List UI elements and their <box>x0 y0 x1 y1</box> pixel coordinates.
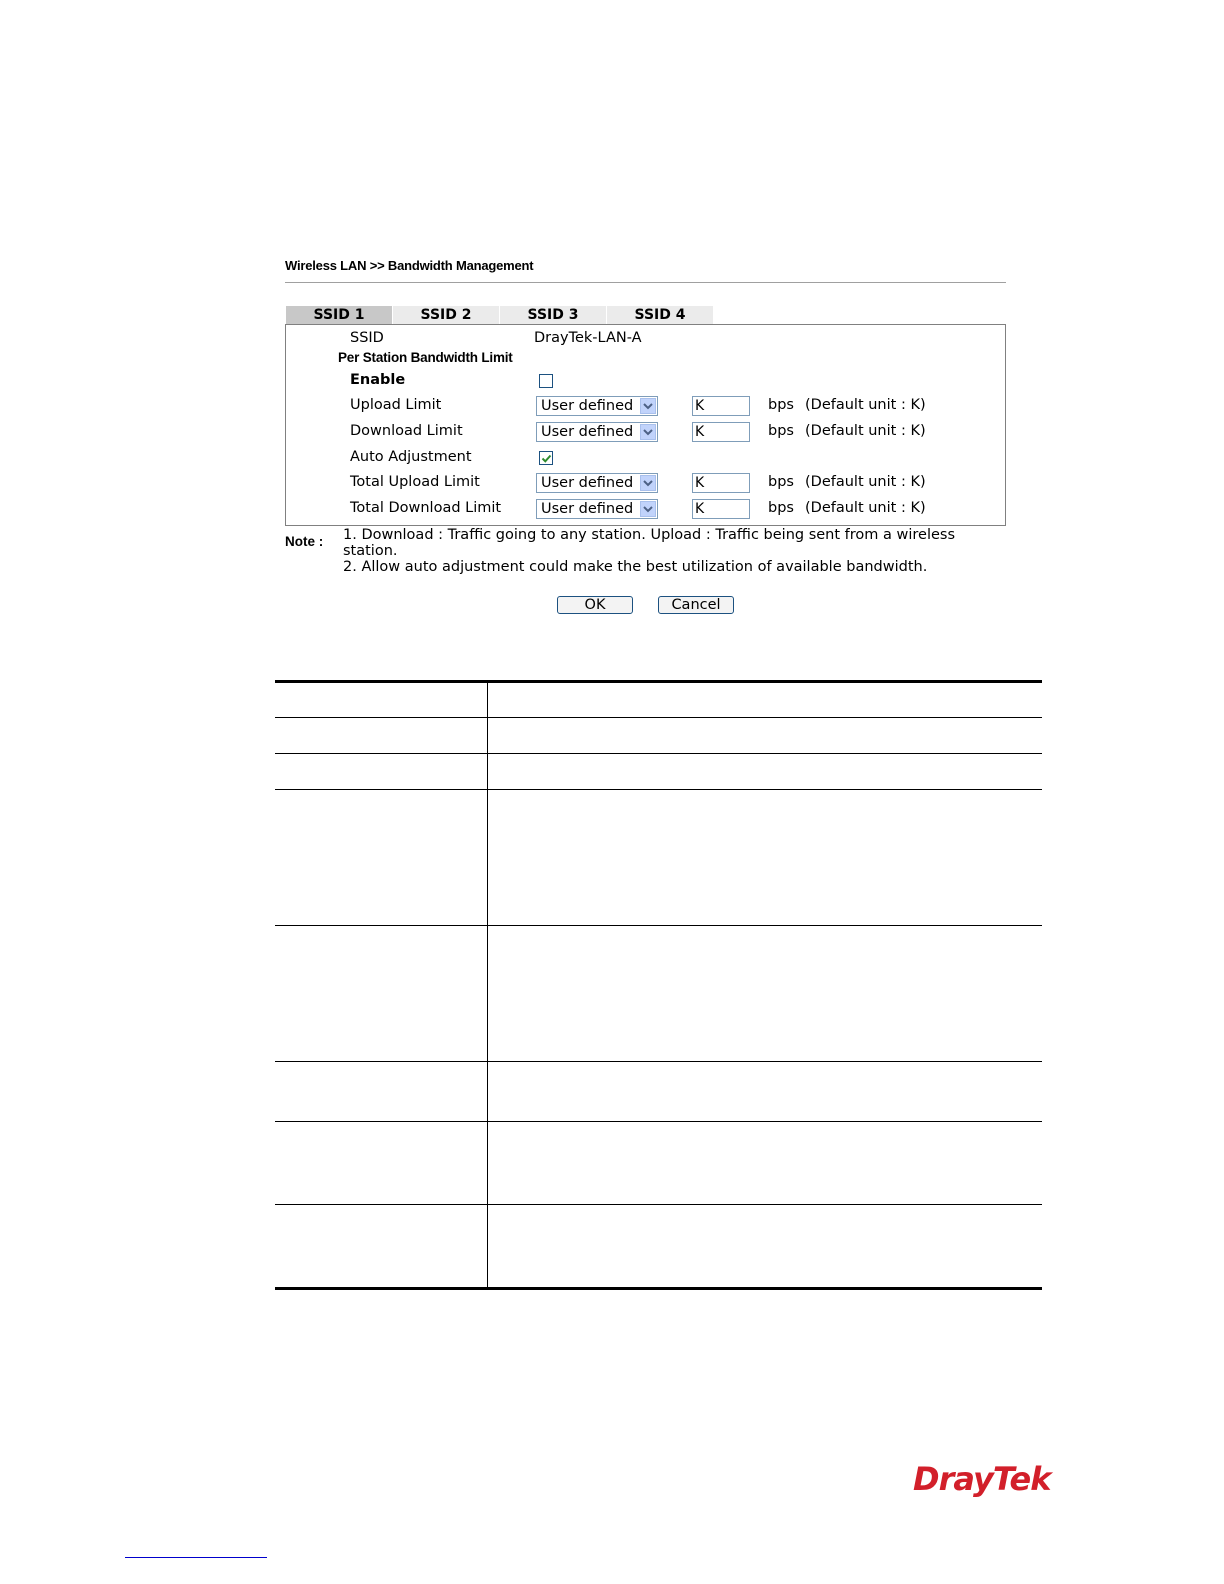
download-limit-default-unit: (Default unit : K) <box>805 423 926 439</box>
table-row <box>275 753 1042 754</box>
table-top-rule <box>275 680 1042 683</box>
cancel-button[interactable]: Cancel <box>658 596 734 614</box>
table-row <box>275 1061 1042 1062</box>
auto-adjustment-checkbox[interactable] <box>539 451 553 465</box>
upload-limit-default-unit: (Default unit : K) <box>805 397 926 413</box>
total-download-limit-label: Total Download Limit <box>350 500 502 516</box>
total-upload-limit-select-value: User defined <box>541 475 634 491</box>
chevron-down-icon <box>640 475 656 491</box>
total-upload-limit-select[interactable] <box>536 473 658 493</box>
description-table <box>275 680 1042 1290</box>
table-row <box>275 717 1042 718</box>
tab-ssid-1[interactable]: SSID 1 <box>286 306 393 325</box>
download-limit-select-value: User defined <box>541 424 634 440</box>
table-row <box>275 789 1042 790</box>
enable-checkbox[interactable] <box>539 374 553 388</box>
table-row <box>275 1204 1042 1205</box>
section-title: Per Station Bandwidth Limit <box>338 350 513 365</box>
download-limit-select[interactable] <box>536 422 658 442</box>
tab-ssid-3[interactable]: SSID 3 <box>500 306 607 325</box>
note-label: Note : <box>285 534 324 549</box>
page-title: Wireless LAN >> Bandwidth Management <box>285 258 534 273</box>
total-download-limit-default-unit: (Default unit : K) <box>805 500 926 516</box>
chevron-down-icon <box>640 398 656 414</box>
download-limit-input[interactable]: K <box>692 422 750 442</box>
title-divider <box>285 282 1006 283</box>
tab-ssid-2[interactable]: SSID 2 <box>393 306 500 325</box>
table-row <box>275 925 1042 926</box>
total-download-limit-select[interactable] <box>536 499 658 519</box>
enable-label: Enable <box>350 372 406 388</box>
note-line-1: 1. Download : Traffic going to any station. Upload : Traffic being sent from a wireless <box>343 527 956 543</box>
ssid-label: SSID <box>350 330 384 346</box>
download-limit-unit: bps <box>768 423 794 439</box>
note-line-2: 2. Allow auto adjustment could make the best utilization of available bandwidth. <box>343 559 928 575</box>
auto-adjustment-label: Auto Adjustment <box>350 449 472 465</box>
footer-link-underline <box>125 1557 267 1558</box>
note-line-1-cont: station. <box>343 543 398 559</box>
upload-limit-label: Upload Limit <box>350 397 442 413</box>
download-limit-label: Download Limit <box>350 423 463 439</box>
upload-limit-input[interactable]: K <box>692 396 750 416</box>
chevron-down-icon <box>640 424 656 440</box>
ssid-value: DrayTek-LAN-A <box>534 330 642 346</box>
total-upload-limit-input[interactable]: K <box>692 473 750 493</box>
ssid-tabs <box>286 306 717 325</box>
total-upload-limit-label: Total Upload Limit <box>350 474 480 490</box>
total-upload-limit-default-unit: (Default unit : K) <box>805 474 926 490</box>
upload-limit-select[interactable] <box>536 396 658 416</box>
draytek-logo: DrayTek <box>913 1460 1051 1498</box>
chevron-down-icon <box>640 501 656 517</box>
total-download-limit-input[interactable]: K <box>692 499 750 519</box>
upload-limit-unit: bps <box>768 397 794 413</box>
table-column-divider <box>487 680 488 1290</box>
ok-button[interactable]: OK <box>557 596 633 614</box>
tab-ssid-4[interactable]: SSID 4 <box>607 306 714 325</box>
total-download-limit-unit: bps <box>768 500 794 516</box>
check-icon <box>541 453 552 464</box>
total-download-limit-select-value: User defined <box>541 501 634 517</box>
upload-limit-select-value: User defined <box>541 398 634 414</box>
total-upload-limit-unit: bps <box>768 474 794 490</box>
table-bottom-rule <box>275 1287 1042 1290</box>
table-row <box>275 1121 1042 1122</box>
